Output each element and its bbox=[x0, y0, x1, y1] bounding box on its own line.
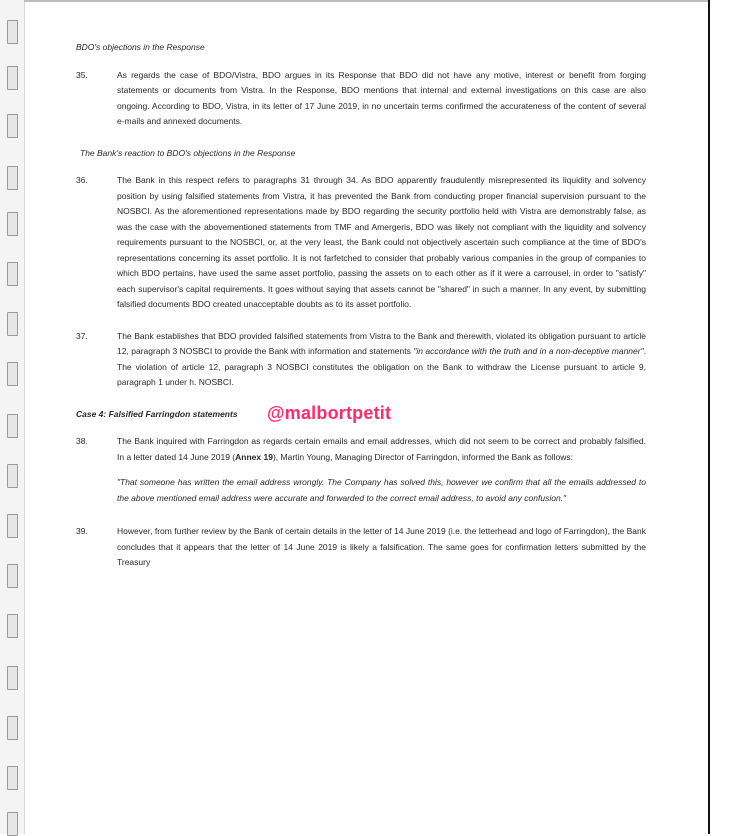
binder-tab bbox=[7, 114, 18, 138]
section-heading-bank-reaction: The Bank's reaction to BDO's objections in the Response bbox=[80, 147, 296, 158]
paragraph-text: . The violation of article 12, paragraph 3 NOSBCI constitutes the obligation on the Bank to withdraw the License pursuant to article 9, paragraph 1 under h. NOSBCI. bbox=[117, 346, 646, 387]
paragraph-text: However, from further review by the Bank of certain details in the letter of 14 June 2019 (i.e. the letterhead and logo of Farringdon), the Bank concludes that it appears that the letter of 14 June 2019 is likely a falsification. The same goes for confirmation letters submitted by the Treasury bbox=[117, 526, 646, 567]
paragraph-number: 37. bbox=[76, 330, 88, 341]
paragraph-text: The Bank establishes that BDO provided falsified statements from Vistra to the Bank and therewith, violated its obligation pursuant to article 12, paragraph 3 NOSBCI to provide the Bank with information and statements bbox=[117, 330, 646, 356]
paragraph-number: 36. bbox=[76, 175, 88, 185]
paragraph-38 bbox=[62, 434, 646, 465]
document-page bbox=[62, 40, 646, 587]
paragraph-36 bbox=[62, 173, 646, 313]
binder-tab bbox=[7, 514, 18, 538]
page-right-edge bbox=[708, 0, 710, 834]
binder-spine bbox=[0, 0, 25, 834]
binder-tab bbox=[7, 464, 18, 488]
binder-tab bbox=[7, 614, 18, 638]
block-quote: "That someone has written the email address wrongly. The Company has solved this, however we confirm that all the emails addressed to the above mentioned email address were accurate and forwarded to the correct email address, to avoid any confusion." bbox=[117, 477, 646, 503]
binder-tab bbox=[7, 362, 18, 386]
binder-tab bbox=[7, 666, 18, 690]
paragraph-text: As regards the case of BDO/Vistra, BDO argues in its Response that BDO did not have any motive, interest or benefit from forging statements or documents from Vistra. In the Response, BDO mentions that internal and external investigations on this case are also ongoing. According to BDO, Vistra, in its letter of 17 June 2019, in no uncertain terms confirmed the accurateness of the content of several e-mails and annexed documents. bbox=[117, 69, 646, 126]
section-heading-bdo-objections: BDO's objections in the Response bbox=[76, 42, 205, 52]
binder-tab bbox=[7, 564, 18, 588]
binder-tab bbox=[7, 212, 18, 236]
paragraph-number: 35. bbox=[76, 69, 88, 80]
binder-tab bbox=[7, 262, 18, 286]
watermark-handle: @malbortpetit bbox=[267, 403, 392, 423]
paragraph-39 bbox=[62, 524, 646, 571]
binder-tab bbox=[7, 166, 18, 190]
paragraph-text: ), Martin Young, Managing Director of Farringdon, informed the Bank as follows: bbox=[272, 451, 573, 462]
binder-tab bbox=[7, 312, 18, 336]
binder-tab bbox=[7, 20, 18, 44]
binder-tab bbox=[7, 414, 18, 438]
annex-reference: Annex 19 bbox=[235, 451, 273, 462]
binder-tab bbox=[7, 766, 18, 790]
paragraph-number: 38. bbox=[76, 436, 88, 446]
paragraph-text: The Bank inquired with Farringdon as regards certain emails and email addresses, which did not seem to be correct and probably falsified. In a letter dated 14 June 2019 ( bbox=[117, 436, 646, 462]
page-top-edge bbox=[24, 0, 710, 2]
paragraph-35 bbox=[62, 68, 646, 130]
binder-tab bbox=[7, 812, 18, 836]
paragraph-text: The Bank in this respect refers to paragraphs 31 through 34. As BDO apparently fraudulently misrepresented its liquidity and solvency position by using falsified statements from Vistra, it has prevented the Bank from conducting proper financial supervision pursuant to the NOSBCI. As the aforementioned representations made by BDO regarding the security portfolio held with Vistra are demonstrably false, as was the case with the abovementioned statements from TMF and Amergeris, BDO was likely not compliant with the liquidity and solvency requirements pursuant to the NOSBCI, or, at the very least, the Bank could not objectively ascertain such compliance at the time of BDO's representations concerning its asset portfolio. It is not farfetched to consider that probably various companies in the group of companies to which BDO pertains, have used the same asset portfolio, passing the assets on to each other as if it were a carrousel, in order to "satisfy" each supervisor's capital requirements. It goes without saying that assets cannot be "shared" in such a manner. In any event, by submitting falsified documents BDO created unacceptable doubts as to its asset portfolio. bbox=[117, 175, 646, 309]
binder-tab bbox=[7, 716, 18, 740]
paragraph-quote: "in accordance with the truth and in a non-deceptive manner" bbox=[413, 346, 644, 356]
binder-tab bbox=[7, 66, 18, 90]
section-heading-case-4: Case 4: Falsified Farringdon statements bbox=[76, 408, 238, 419]
paragraph-number: 39. bbox=[76, 526, 88, 536]
paragraph-37 bbox=[62, 329, 646, 391]
